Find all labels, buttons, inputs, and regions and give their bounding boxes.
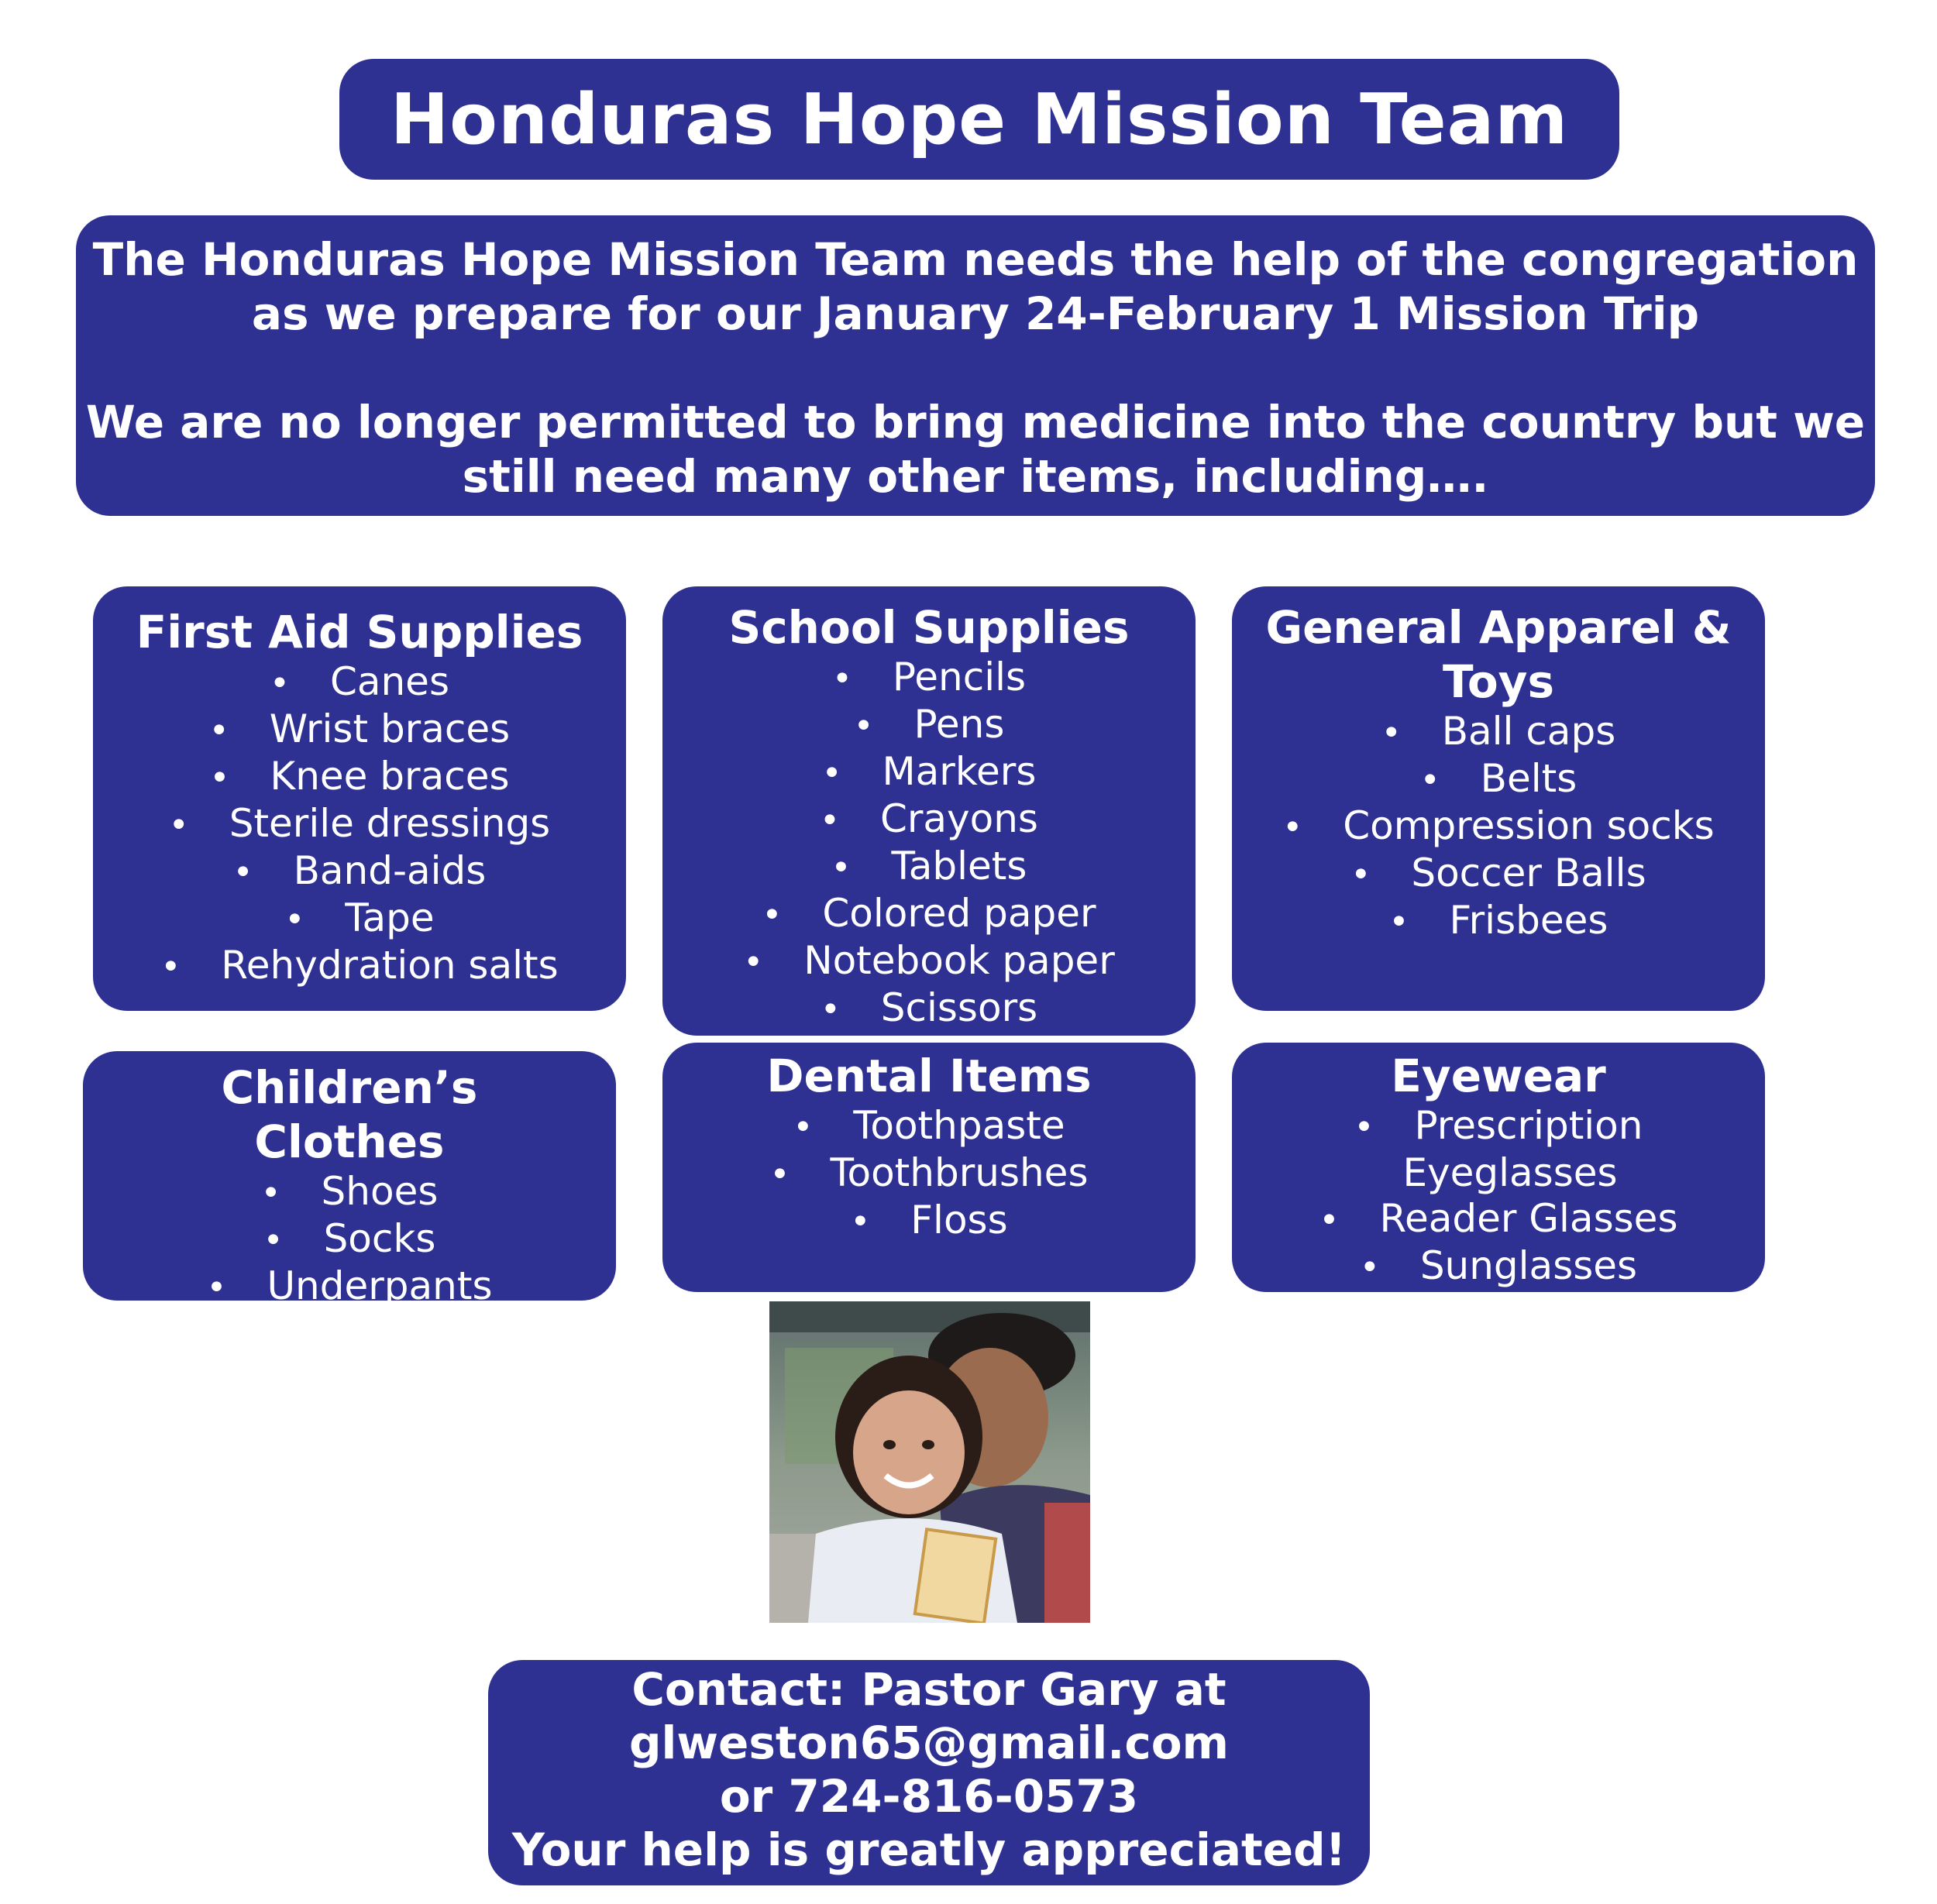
apparel-toys-list <box>1232 709 1765 945</box>
list-item: • Sunglasses <box>1232 1243 1765 1291</box>
list-item: • Pens <box>662 702 1196 749</box>
apparel-toys-title: General Apparel & Toys <box>1265 601 1732 708</box>
page-title: Honduras Hope Mission Team <box>390 78 1569 160</box>
bullet-icon: • <box>1381 713 1402 753</box>
list-item: • Floss <box>662 1198 1196 1245</box>
list-item: • Sterile dressings <box>93 801 626 848</box>
bullet-icon: • <box>260 1174 281 1213</box>
bullet-icon: • <box>1354 1108 1374 1147</box>
school-supplies-list <box>662 655 1196 1033</box>
dental-items-list <box>662 1103 1196 1245</box>
list-item: • Rehydration salts <box>93 943 626 990</box>
list-item: • Scissors <box>662 985 1196 1033</box>
list-item: • Wrist braces <box>93 706 626 754</box>
list-item: • Socks <box>83 1216 616 1263</box>
bullet-icon: • <box>269 664 290 703</box>
list-item: • Prescription Eyeglasses <box>1354 1103 1643 1195</box>
intro-line-2: as we prepare for our January 24-February 1 Mission Trip <box>251 287 1700 340</box>
eyewear-list <box>1232 1103 1765 1291</box>
list-item: • Band-aids <box>93 848 626 895</box>
intro-line-1: The Honduras Hope Mission Team needs the help of the congregation <box>92 233 1859 286</box>
list-item: • Knee braces <box>93 754 626 801</box>
contact-phone: or 724-816-0573 <box>719 1770 1139 1823</box>
eyewear-panel <box>1232 1043 1765 1292</box>
list-item: • Belts <box>1232 756 1765 803</box>
contact-thanks: Your help is greatly appreciated! <box>511 1823 1347 1876</box>
contact-panel <box>488 1660 1370 1885</box>
bullet-icon: • <box>831 659 852 699</box>
contact-text <box>488 1663 1370 1877</box>
bullet-icon: • <box>1282 808 1303 847</box>
bullet-icon: • <box>209 758 230 798</box>
list-item: • Ball caps <box>1232 709 1765 756</box>
list-item: • Colored paper <box>662 891 1196 938</box>
list-item: • Canes <box>93 659 626 706</box>
photo-illustration <box>769 1301 1090 1623</box>
list-item: • Reader Glasses <box>1232 1196 1765 1243</box>
intro-line-3: We are no longer permitted to bring medicine into the country but we <box>85 396 1866 449</box>
list-item: • Pencils <box>662 655 1196 702</box>
title-banner <box>339 59 1619 180</box>
bullet-icon: • <box>263 1221 284 1260</box>
list-item: • Soccer Balls <box>1232 851 1765 898</box>
bullet-icon: • <box>769 1155 790 1194</box>
bullet-icon: • <box>284 900 305 940</box>
childrens-clothes-panel <box>83 1051 616 1308</box>
first-aid-panel <box>93 586 626 1011</box>
bullet-icon: • <box>793 1108 814 1147</box>
bullet-icon: • <box>821 754 842 793</box>
school-supplies-panel <box>662 586 1196 1036</box>
childrens-clothes-title: Children’s Clothes <box>221 1061 478 1168</box>
bullet-icon: • <box>850 1202 871 1242</box>
bullet-icon: • <box>853 706 874 746</box>
list-item: • Toothbrushes <box>662 1150 1196 1198</box>
list-item: • Shoes <box>83 1169 616 1216</box>
bullet-icon: • <box>820 801 840 840</box>
contact-email: glweston65@gmail.com <box>629 1717 1229 1769</box>
bullet-icon: • <box>820 990 841 1029</box>
intro-line-4: still need many other items, including…. <box>462 450 1489 503</box>
bullet-icon: • <box>208 711 229 751</box>
list-item: • Tape <box>93 895 626 943</box>
dental-items-panel <box>662 1043 1196 1292</box>
bullet-icon: • <box>1359 1248 1380 1287</box>
bullet-icon: • <box>160 947 181 987</box>
list-item: • Notebook paper <box>662 938 1196 985</box>
bullet-icon: • <box>168 806 189 845</box>
bullet-icon: • <box>743 943 764 982</box>
list-item: • Underpants <box>83 1263 616 1311</box>
contact-line-1: Contact: Pastor Gary at <box>631 1663 1227 1716</box>
bullet-icon: • <box>206 1268 227 1308</box>
intro-paragraph-2 <box>76 395 1875 503</box>
bullet-icon: • <box>232 853 253 892</box>
list-item: • Toothpaste <box>662 1103 1196 1150</box>
first-aid-title: First Aid Supplies <box>136 606 583 658</box>
mission-photo <box>769 1301 1090 1623</box>
school-supplies-title: School Supplies <box>728 601 1130 654</box>
dental-items-title: Dental Items <box>766 1050 1092 1102</box>
bullet-icon: • <box>762 895 783 935</box>
list-item: • Frisbees <box>1232 898 1765 945</box>
childrens-clothes-list <box>83 1169 616 1311</box>
bullet-icon: • <box>1319 1201 1340 1240</box>
bullet-icon: • <box>1350 855 1371 895</box>
list-item: • Crayons <box>662 796 1196 844</box>
bullet-icon: • <box>1419 761 1440 800</box>
intro-panel <box>76 215 1875 516</box>
bullet-icon: • <box>1388 902 1409 942</box>
first-aid-list <box>93 659 626 990</box>
eyewear-title: Eyewear <box>1391 1050 1606 1102</box>
list-item: • Markers <box>662 749 1196 796</box>
list-item: • Compression socks <box>1232 803 1765 851</box>
list-item: • Tablets <box>662 844 1196 891</box>
intro-paragraph-1 <box>76 232 1875 341</box>
bullet-icon: • <box>831 848 852 888</box>
apparel-toys-panel <box>1232 586 1765 1011</box>
